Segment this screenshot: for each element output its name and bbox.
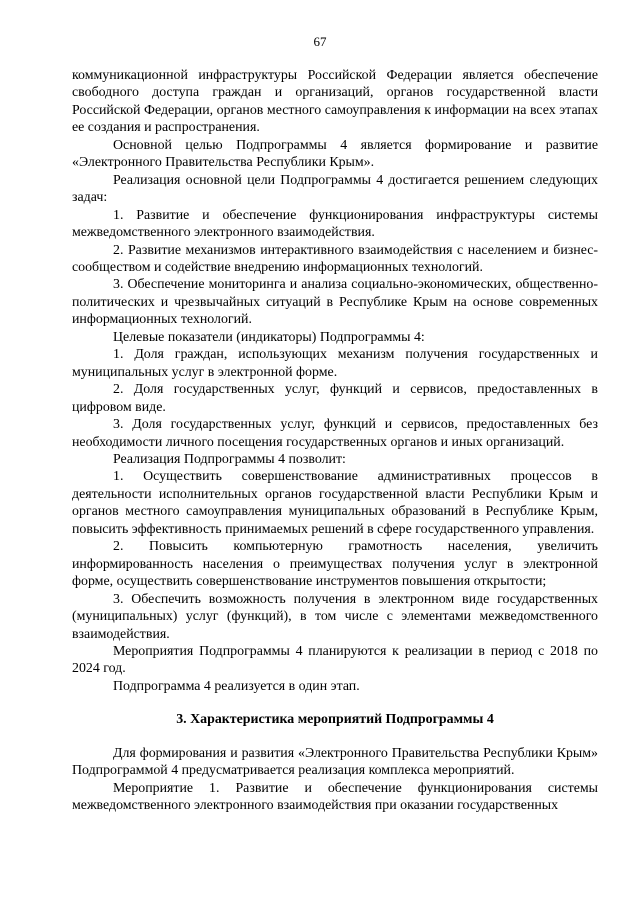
paragraph-outcomes-intro: Реализация Подпрограммы 4 позволит: [113, 451, 346, 467]
paragraph-stage: Подпрограмма 4 реализуется в один этап. [113, 678, 360, 694]
outcome-item-3: 3. Обеспечить возможность получения в электронном виде государственных (муниципальных) услуг (функций), в том числе с элементами межведомственного взаимодействия. [72, 591, 598, 642]
task-item-3: 3. Обеспечение мониторинга и анализа социально-экономических, общественно-политических и чрезвычайных ситуаций в Республике Крым на основе современных информационных технологий. [72, 277, 598, 328]
section-heading: 3. Характеристика мероприятий Подпрограммы 4 [176, 712, 494, 728]
task-item-1: 1. Развитие и обеспечение функционирования инфраструктуры системы межведомственного электронного взаимодействия. [72, 207, 598, 241]
paragraph-period: Мероприятия Подпрограммы 4 планируются к реализации в период с 2018 по 2024 год. [72, 643, 598, 677]
outcome-item-1: 1. Осуществить совершенствование административных процессов в деятельности исполнительных органов государственной власти Республики Крым и органов местного самоуправления муниципальных образований в Республике Крым, повысить эффективность принимаемых решений в сфере государственного управления. [72, 469, 598, 537]
paragraph-continuation: коммуникационной инфраструктуры Российской Федерации является обеспечение свободного доступа граждан и организаций, органов государственной власти Российской Федерации, органов местного самоуправления к информации на всех этапах ее создания и распространения. [72, 68, 598, 136]
document-body [72, 67, 598, 815]
paragraph-main-goal: Основной целью Подпрограммы 4 является формирование и развитие «Электронного Правительства Республики Крым». [72, 137, 598, 171]
indicator-item-3: 3. Доля государственных услуг, функций и сервисов, предоставленных без необходимости личного посещения государственных органов и иных организаций. [72, 417, 598, 450]
page-number: 67 [313, 34, 327, 49]
paragraph-indicators-intro: Целевые показатели (индикаторы) Подпрограммы 4: [113, 329, 425, 345]
indicator-item-2: 2. Доля государственных услуг, функций и сервисов, предоставленных в цифровом виде. [72, 382, 598, 415]
section-paragraph-1: Для формирования и развития «Электронного Правительства Республики Крым» Подпрограммой 4 предусматривается реализация комплекса мероприятий. [72, 745, 598, 779]
section-paragraph-2: Мероприятие 1. Развитие и обеспечение функционирования системы межведомственного электронного взаимодействия при оказании государственных [72, 780, 598, 814]
outcome-item-2: 2. Повысить компьютерную грамотность населения, увеличить информированность населения о преимуществах получения услуг в электронной форме, осуществить совершенствование инструментов повышения открытости; [72, 539, 598, 590]
task-item-2: 2. Развитие механизмов интерактивного взаимодействия с населением и бизнес-сообществом и содействие внедрению информационных технологий. [72, 242, 598, 275]
indicator-item-1: 1. Доля граждан, использующих механизм получения государственных и муниципальных услуг в электронной форме. [72, 347, 598, 380]
paragraph-tasks-intro: Реализация основной цели Подпрограммы 4 достигается решением следующих задач: [72, 172, 598, 206]
